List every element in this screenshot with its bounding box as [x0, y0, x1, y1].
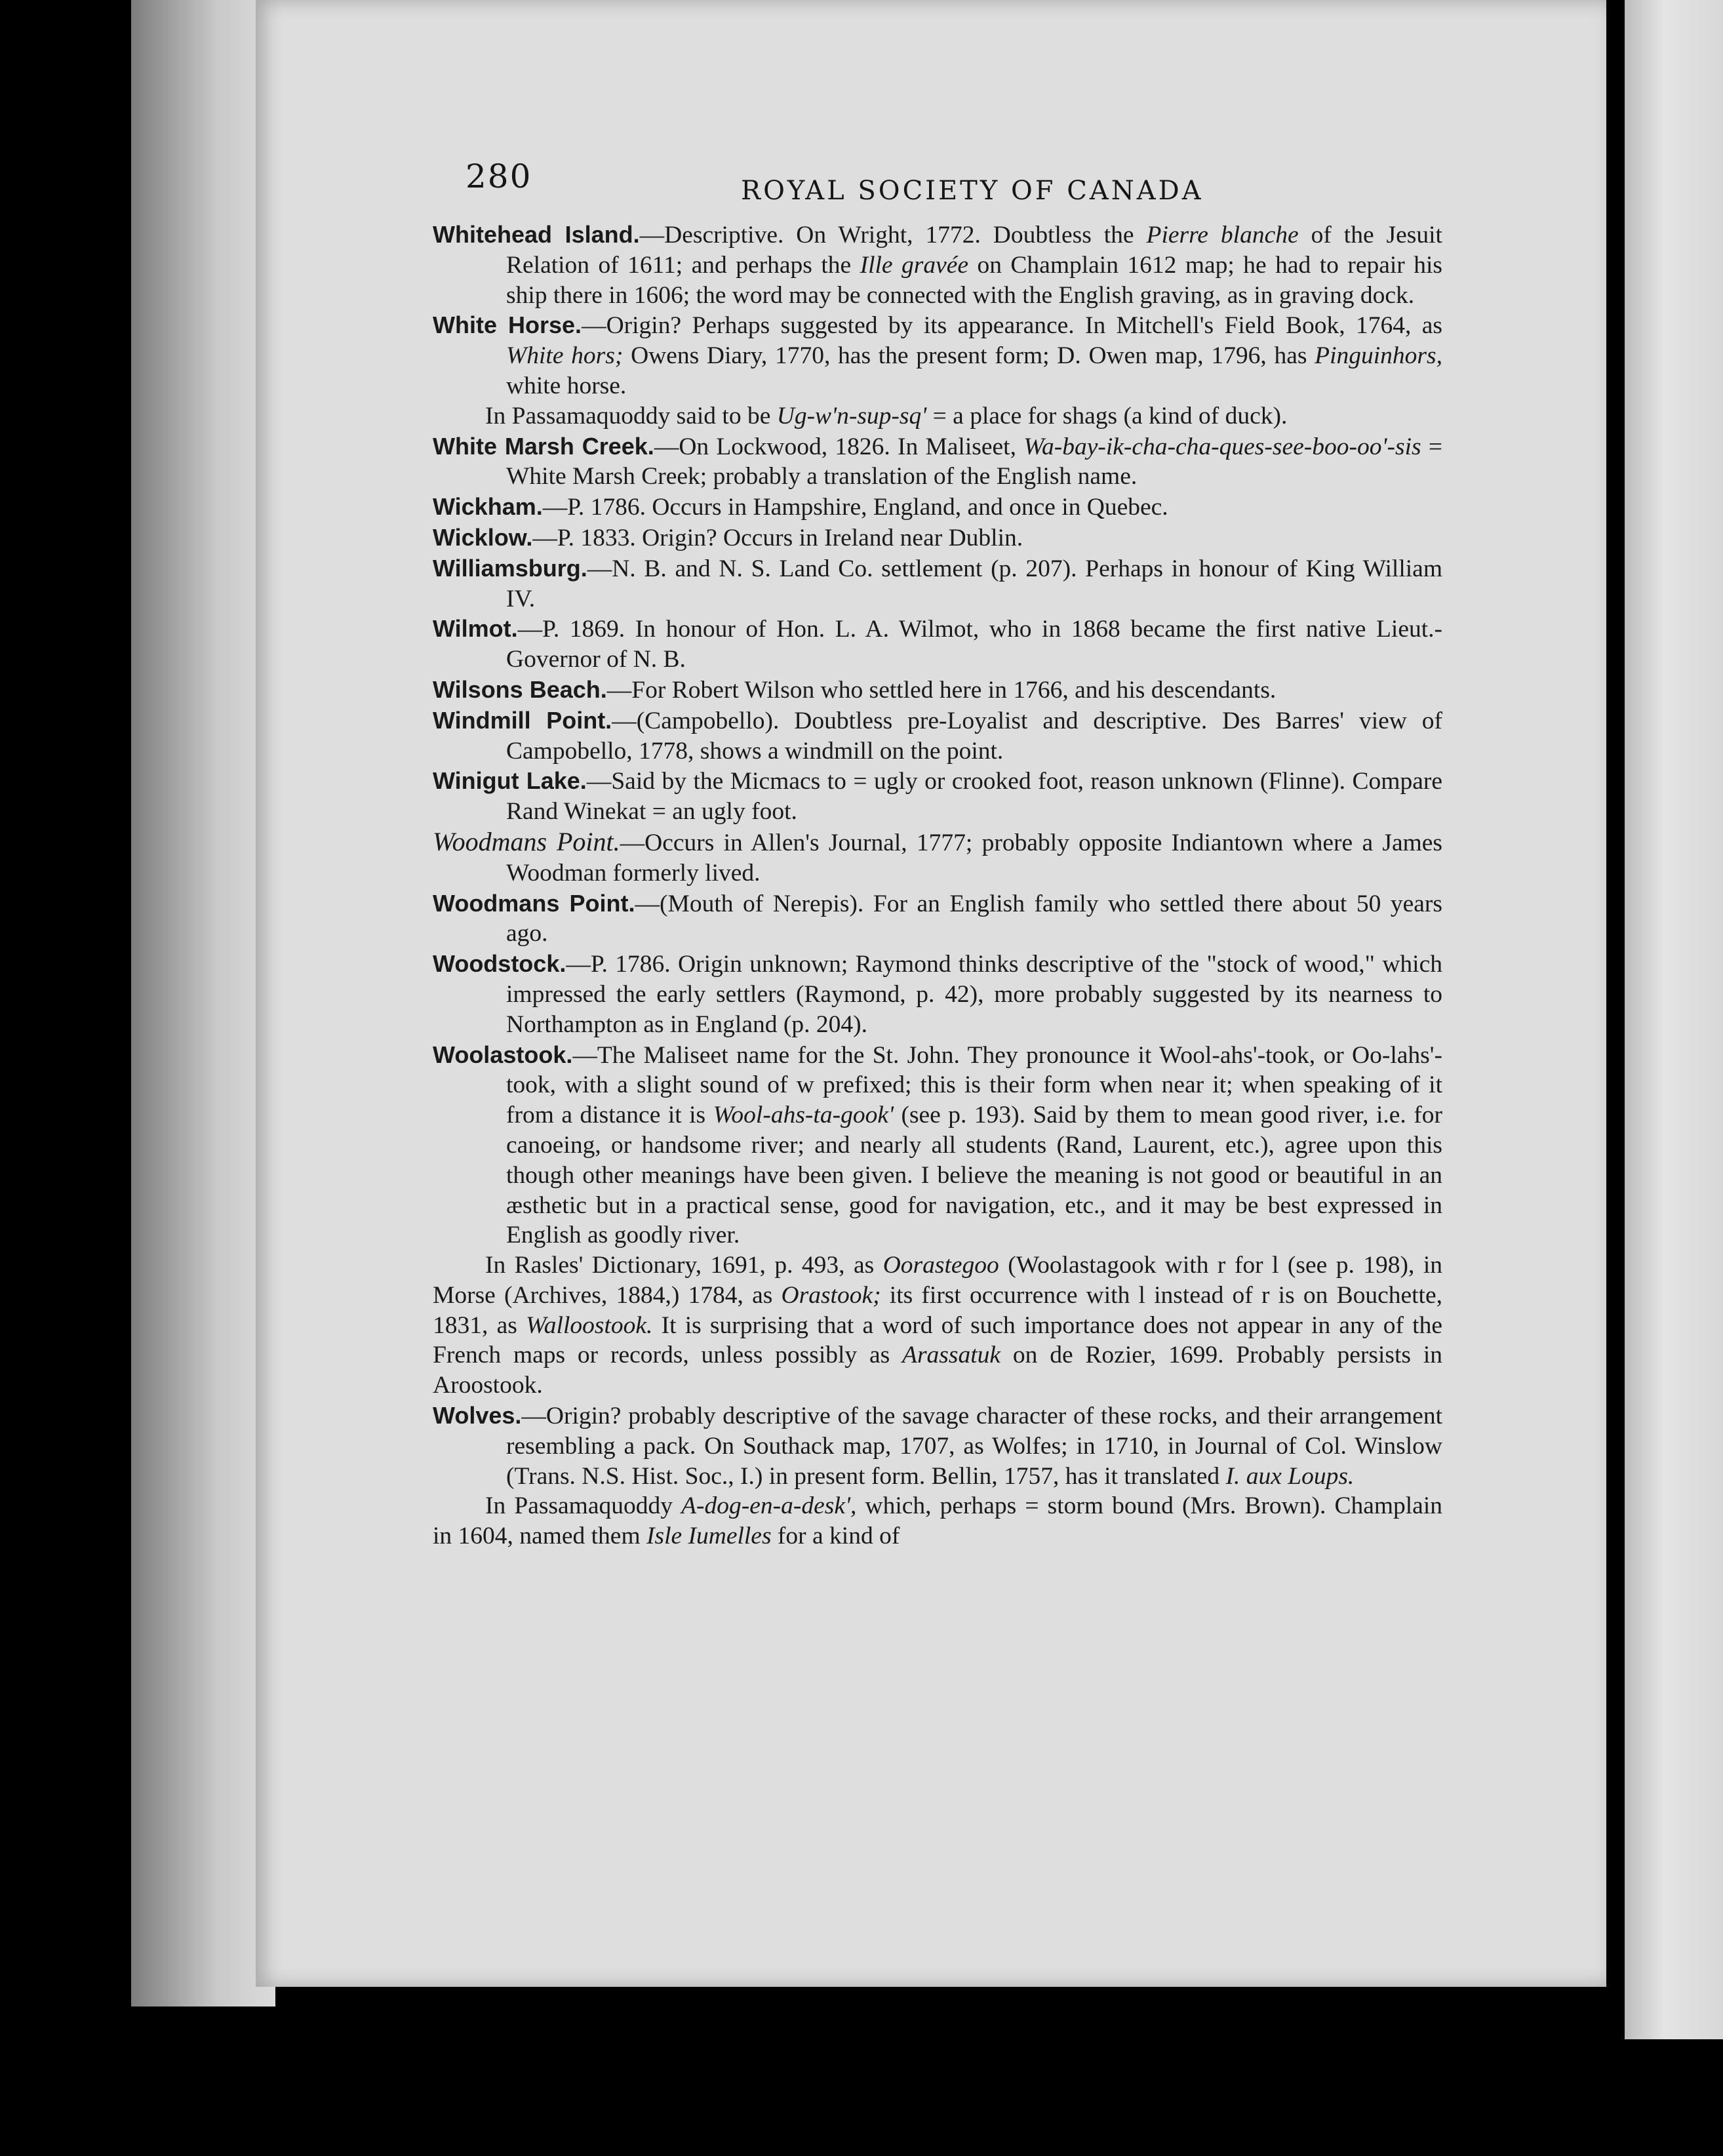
entry-continuation [433, 1250, 1442, 1401]
body-text: —(Mouth of Nerepis). For an English family who settled there about 50 years ago. [506, 890, 1443, 948]
body-text: Owens Diary, 1770, has the present form; D. Owen map, 1796, has [623, 342, 1315, 370]
body-text: —Occurs in Allen's Journal, 1777; probably opposite Indiantown where a James Woodman formerly lived. [506, 829, 1442, 887]
dictionary-entry [433, 614, 1442, 675]
entry-paragraph [433, 431, 1442, 492]
body-text: —P. 1786. Occurs in Hampshire, England, and once in Quebec. [542, 494, 1168, 521]
italic-text: A-dog-en-a-desk', [681, 1492, 857, 1520]
body-text: on de Rozier, 1699. Probably persists in Aroostook. [433, 1342, 1442, 1399]
italic-text: Oorastegoo [882, 1252, 999, 1279]
headword: Woodmans Point. [433, 889, 635, 917]
entry-paragraph [433, 675, 1442, 706]
headword: Wilsons Beach. [433, 675, 607, 703]
body-text: —Descriptive. On Wright, 1772. Doubtless the [639, 222, 1147, 249]
body-text: —The Maliseet name for the St. John. They pronounce it Wool-ahs'-took, or Oo-lahs'-took, with a slight sound of w prefixed; this is their form when near it; when speaking of it from a distance it is [506, 1041, 1442, 1129]
headword: Whitehead Island. [433, 221, 640, 248]
body-text: In Passamaquoddy [485, 1492, 682, 1520]
dictionary-entry [433, 220, 1442, 310]
entry-paragraph [433, 523, 1442, 553]
italic-text: Pinguinhors, [1315, 342, 1442, 370]
body-text: = White Marsh Creek; probably a translation of the English name. [506, 433, 1443, 490]
body-text: on Champlain 1612 map; he had to repair his ship there in 1606; the word may be connected with the English graving, as in graving dock. [506, 251, 1442, 309]
headword: White Marsh Creek. [433, 432, 654, 460]
page-number: 280 [465, 157, 532, 195]
entry-paragraph [433, 1040, 1442, 1251]
dictionary-entry [433, 431, 1442, 492]
entry-paragraph [433, 310, 1442, 401]
dictionary-entry [433, 675, 1442, 706]
italic-text: I. aux Loups. [1225, 1462, 1355, 1490]
dictionary-entry [433, 310, 1442, 431]
dictionary-entry [433, 1401, 1442, 1551]
body-text: = a place for shags (a kind of duck). [926, 402, 1288, 429]
italic-text: Ille gravée [860, 251, 969, 279]
body-text: —On Lockwood, 1826. In Maliseet, [654, 433, 1024, 460]
dictionary-entries [433, 220, 1442, 1551]
headword: White Horse. [433, 311, 582, 339]
headword: Woolastook. [433, 1041, 573, 1068]
dictionary-entry [433, 492, 1442, 523]
entry-paragraph [433, 706, 1442, 767]
body-text: —Origin? probably descriptive of the savage character of these rocks, and their arrangement resembling a pack. On Southack map, 1707, as Wolfes; in 1710, in Journal of Col. Winslow (Trans. N.S. Hist. Soc., I.) in present form. Bellin, 1757, has it translated [506, 1403, 1442, 1490]
entry-paragraph [433, 827, 1442, 888]
body-text: which, perhaps = storm bound (Mrs. Brown). Champlain in 1604, named them [433, 1492, 1442, 1550]
italic-text: Walloostook. [526, 1311, 653, 1339]
dictionary-entry [433, 827, 1442, 888]
headword: Winigut Lake. [433, 767, 587, 795]
entry-continuation [433, 401, 1442, 431]
body-text: its first occurrence with l instead of r is on Bouchette, 1831, as [433, 1281, 1442, 1339]
italic-text: Orastook; [781, 1281, 881, 1309]
italic-text: Wa-bay-ik-cha-cha-ques-see-boo-oo'-sis [1023, 433, 1421, 460]
italic-text: Arassatuk [902, 1342, 1001, 1369]
entry-paragraph [433, 220, 1442, 310]
body-text: —For Robert Wilson who settled here in 1766, and his descendants. [606, 676, 1277, 704]
entry-paragraph [433, 614, 1442, 675]
entry-paragraph [433, 888, 1442, 949]
body-text: (Woolastagook with r for l (see p. 198), in Morse (Archives, 1884,) 1784, as [433, 1252, 1442, 1309]
headword: Wilmot. [433, 615, 518, 643]
entry-paragraph [433, 1401, 1442, 1491]
body-text: of the Jesuit Relation of 1611; and perhaps the [506, 222, 1442, 279]
body-text: for a kind of [771, 1523, 900, 1550]
headword: Wicklow. [433, 523, 533, 551]
dictionary-entry [433, 888, 1442, 949]
entry-paragraph [433, 492, 1442, 523]
dictionary-entry [433, 1040, 1442, 1401]
entry-paragraph [433, 553, 1442, 614]
headword: Woodstock. [433, 950, 566, 978]
dictionary-entry [433, 706, 1442, 767]
italic-text: Isle Iumelles [646, 1523, 772, 1550]
body-text: —Said by the Micmacs to = ugly or crooked foot, reason unknown (Flinne). Compare Rand Winekat = an ugly foot. [506, 768, 1442, 826]
body-text: —P. 1786. Origin unknown; Raymond thinks descriptive of the "stock of wood," which impressed the early settlers (Raymond, p. 42), more probably suggested by its nearness to Northampton as in England (p. 204). [506, 951, 1442, 1038]
left-page-edge [131, 0, 275, 2006]
right-page-edge [1625, 0, 1723, 2039]
entry-paragraph [433, 949, 1442, 1039]
body-text: —N. B. and N. S. Land Co. settlement (p. 207). Perhaps in honour of King William IV. [506, 555, 1442, 612]
headword: Woodmans Point. [433, 826, 620, 856]
italic-text: Ug-w'n-sup-sq' [776, 402, 927, 429]
body-text: It is surprising that a word of such importance does not appear in any of the French maps or records, unless possibly as [433, 1311, 1442, 1369]
body-text: —P. 1869. In honour of Hon. L. A. Wilmot, who in 1868 became the first native Lieut.-Governor of N. B. [506, 616, 1442, 673]
entry-continuation [433, 1491, 1442, 1551]
headword: Wickham. [433, 493, 543, 521]
entry-paragraph [433, 766, 1442, 827]
dictionary-entry [433, 553, 1442, 614]
italic-text: Wool-ahs-ta-gook' [713, 1102, 894, 1129]
body-text: —Origin? Perhaps suggested by its appearance. In Mitchell's Field Book, 1764, as [582, 312, 1443, 340]
body-text: In Passamaquoddy said to be [485, 402, 777, 429]
dictionary-entry [433, 949, 1442, 1039]
body-text: —(Campobello). Doubtless pre-Loyalist and descriptive. Des Barres' view of Campobello, 1778, shows a windmill on the point. [506, 707, 1442, 765]
italic-text: White hors; [506, 342, 624, 370]
headword: Windmill Point. [433, 706, 612, 734]
body-text: white horse. [506, 372, 627, 399]
body-text: In Rasles' Dictionary, 1691, p. 493, as [485, 1252, 883, 1279]
headword: Williamsburg. [433, 554, 587, 582]
body-text: —P. 1833. Origin? Occurs in Ireland near Dublin. [532, 524, 1023, 551]
dictionary-entry [433, 523, 1442, 553]
body-text: (see p. 193). Said by them to mean good river, i.e. for canoeing, or handsome river; and nearly all students (Rand, Laurent, etc.), agree upon this though other meanings have been given. I believe the meaning is not good or beautiful in an æsthetic but in a practical sense, good for navigation, etc., and it may be best expressed in English as goodly river. [506, 1102, 1442, 1249]
headword: Wolves. [433, 1402, 522, 1429]
running-head: ROYAL SOCIETY OF CANADA [741, 176, 1204, 206]
dictionary-entry [433, 766, 1442, 827]
italic-text: Pierre blanche [1146, 222, 1299, 249]
